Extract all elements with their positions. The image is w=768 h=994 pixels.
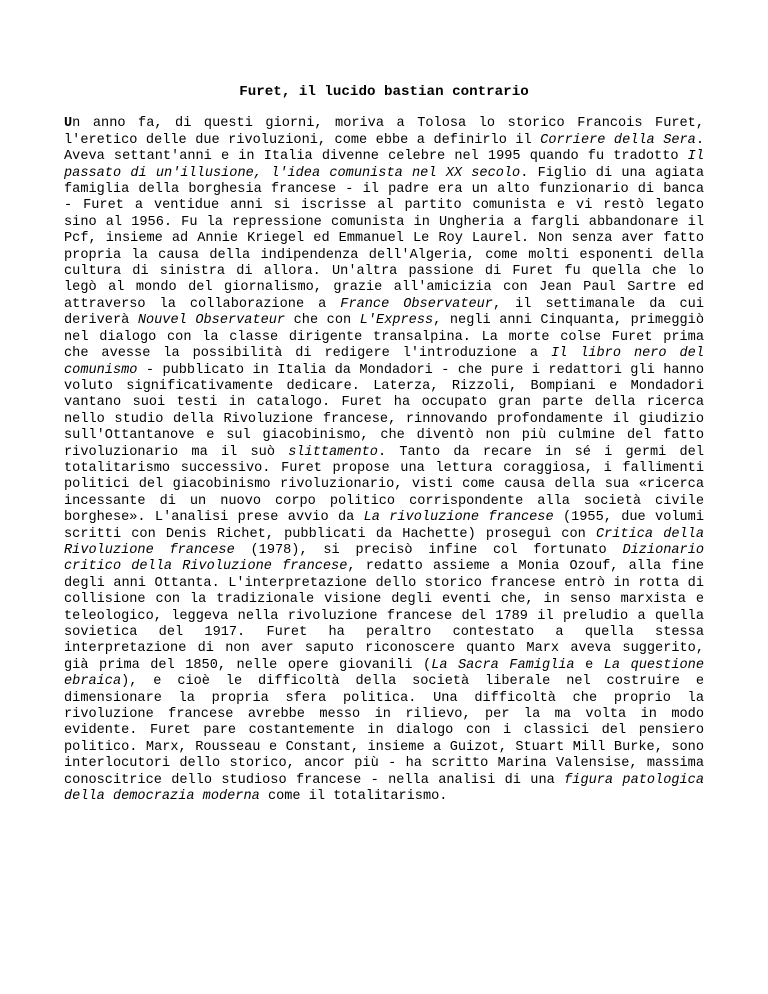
text-run: (1978), si precisò infine col fortunato (234, 542, 623, 558)
italic-title: Critica della Rivoluzione francese (64, 526, 704, 558)
italic-title: figura patologica della democrazia moderna (64, 772, 704, 805)
text-run: che con (285, 313, 360, 329)
text-run: , redatto assieme a Monia Ozouf, alla fine degli anni Ottanta. L'interpretazione dello storico francese entrò in rotta di collisione con la tradizionale visione degli eventi che, in senso marxista e teleologico, leggeva nella rivoluzione francese del 1789 il preludio a quella sovietica del 1917. Furet ha peraltro contestato a quella stessa interpretazione di non aver saputo riconoscere quanto Marx aveva suggerito, già prima del 1850, nelle opere giovanili ( (64, 559, 705, 673)
italic-title: slittamento (288, 444, 378, 460)
text-run: ), e cioè le difficoltà della società liberale nel costruire e dimensionare la propria sfera politica. Una difficoltà che proprio la rivoluzione francese avrebbe messo in rilievo, per la ma volta in modo evidente. Furet pare costantemente in dialogo con i classici del pensiero politico. Marx, Rousseau e Constant, insieme a Guizot, Stuart Mill Burke, sono interlocutori dello storico, ancor più - ha scritto Marina Valensise, massima conoscitrice dello studioso francese - nella analisi di una (64, 674, 704, 788)
text-run: , il settimanale da cui deriverà (64, 296, 704, 329)
italic-title: Corriere della Sera (540, 132, 696, 148)
italic-title: France Observateur (340, 296, 493, 312)
italic-title: Il libro nero del comunismo (64, 346, 704, 378)
text-run: . Aveva settant'anni e in Italia divenne celebre nel 1995 quando fu tradotto (64, 132, 705, 165)
drop-initial: U (64, 116, 73, 132)
text-run: . Figlio di una agiata famiglia della borghesia francese - il padre era un alto funzionario di banca - Furet a ventidue anni si iscrisse al partito comunista e vi restò legato sino al 1956. Fu la repressione comunista in Ungheria a fargli abbandonare il Pcf, insieme ad Annie Kriegel ed Emmanuel Le Roy Laurel. Non senza aver fatto propria la causa della indipendenza dell'Algeria, come molti esponenti della cultura di sinistra di allora. Un'altra passione di Furet fu quella che lo legò al mondo del giornalismo, grazie all'amicizia con Jean Paul Sartre ed attraverso la collaborazione a (64, 165, 704, 312)
italic-title: Nouvel Observateur (137, 313, 286, 329)
italic-title: L'Express (359, 313, 434, 329)
article-title: Furet, il lucido bastian contrario (239, 84, 529, 100)
italic-title: La Sacra Famiglia (431, 657, 575, 673)
italic-title: Il passato di un'illusione, l'idea comunista nel XX secolo (64, 149, 704, 181)
italic-title: La questione ebraica (64, 657, 704, 690)
text-run: . Tanto da recare in sé i germi del totalitarismo successivo. Furet propose una lettura coraggiosa, i fallimenti politici del giacobinismo rivoluzionario, visti come causa della sua «ricerca incessante di un nuovo corpo politico corrispondente alla società civile borghese». L'analisi prese avvio da (64, 444, 704, 526)
text-run: , negli anni Cinquanta, primeggiò nel dialogo con la classe dirigente transalpina. La morte colse Furet prima che avesse la possibilità di redigere l'introduzione a (64, 313, 704, 362)
text-run: come il totalitarismo. (259, 789, 448, 805)
text-run: (1955, due volumi scritti con Denis Richet, pubblicati da Hachette) proseguì con (64, 510, 704, 542)
document-page (64, 84, 704, 805)
italic-title: La rivoluzione francese (363, 510, 554, 526)
article-body (64, 116, 704, 805)
italic-title: Dizionario critico della Rivoluzione francese (64, 542, 705, 575)
text-run: - pubblicato in Italia da Mondadori - che pure i redattori gli hanno voluto significativamente dedicare. Laterza, Rizzoli, Bompiani e Mondadori vantano suoi testi in catalogo. Furet ha occupato gran parte della ricerca nello studio della Rivoluzione francese, rinnovando profondamente il giudizio sull'Ottantanove e sul giacobinismo, che diventò non più culmine del fatto rivoluzionario ma il suò (64, 362, 704, 460)
text-run: n anno fa, di questi giorni, moriva a Tolosa lo storico Francois Furet, l'eretico delle due rivoluzioni, come ebbe a definirlo il (64, 116, 704, 148)
text-run: e (574, 657, 604, 673)
